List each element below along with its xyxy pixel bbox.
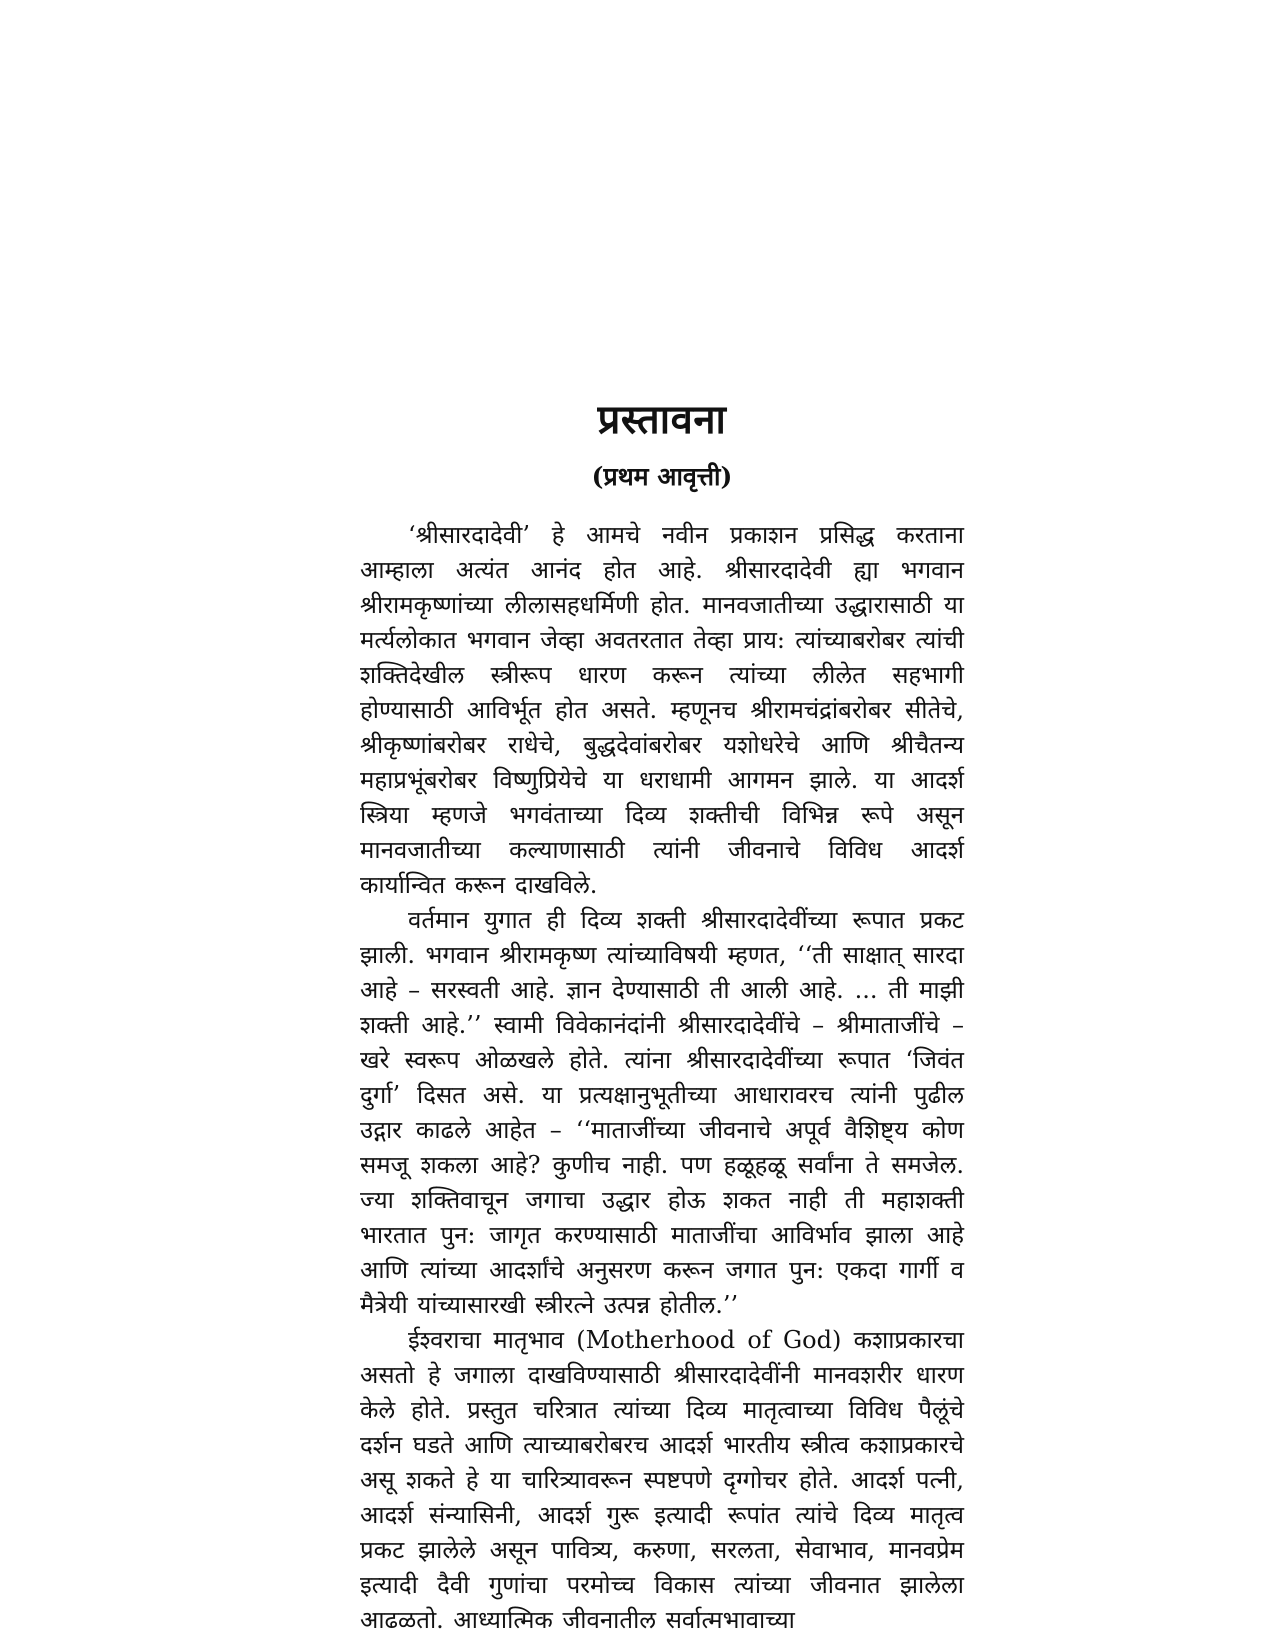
text-column bbox=[360, 396, 964, 1638]
edition-subtitle: (प्रथम आवृत्ती) bbox=[591, 462, 733, 491]
body-paragraph-2: वर्तमान युगात ही दिव्य शक्ती श्रीसारदादेवींच्या रूपात प्रकट झाली. भगवान श्रीरामकृष्ण त्यांच्याविषयी म्हणत, ‘‘ती साक्षात् सारदा आहे – सरस्वती आहे. ज्ञान देण्यासाठी ती आली आहे. ... ती माझी शक्ती आहे.’’ स्वामी विवेकानंदांनी श्रीसारदादेवींचे – श्रीमाताजींचे – खरे स्वरूप ओळखले होते. त्यांना श्रीसारदादेवींच्या रूपात ‘जिवंत दुर्गा’ दिसत असे. या प्रत्यक्षानुभूतीच्या आधारावरच त्यांनी पुढील उद्गार काढले आहेत – ‘‘माताजींच्या जीवनाचे अपूर्व वैशिष्ट्य कोण समजू शकला आहे? कुणीच नाही. पण हळूहळू सर्वांना ते समजेल. ज्या शक्तिवाचून जगाचा उद्धार होऊ शकत नाही ती महाशक्ती भारतात पुन: जागृत करण्यासाठी माताजींचा आविर्भाव झाला आहे आणि त्यांच्या आदर्शांचे अनुसरण करून जगात पुन: एकदा गार्गी व मैत्रेयी यांच्यासारखी स्त्रीरत्ने उत्पन्न होतील.’’ bbox=[360, 906, 964, 1319]
page-title: प्रस्तावना bbox=[597, 396, 727, 443]
body-paragraph-3: ईश्वराचा मातृभाव (Motherhood of God) कशाप्रकारचा असतो हे जगाला दाखविण्यासाठी श्रीसारदादेवींनी मानवशरीर धारण केले होते. प्रस्तुत चरित्रात त्यांच्या दिव्य मातृत्वाच्या विविध पैलूंचे दर्शन घडते आणि त्याच्याबरोबरच आदर्श भारतीय स्त्रीत्व कशाप्रकारचे असू शकते हे या चारित्र्यावरून स्पष्टपणे दृग्गोचर होते. आदर्श पत्नी, आदर्श संन्यासिनी, आदर्श गुरू इत्यादी रूपांत त्यांचे दिव्य मातृत्व प्रकट झालेले असून पावित्र्य, करुणा, सरलता, सेवाभाव, मानवप्रेम इत्यादी दैवी गुणांचा परमोच्च विकास त्यांच्या जीवनात झालेला आढळतो. आध्यात्मिक जीवनातील सर्वात्मभावाच्या bbox=[360, 1326, 964, 1634]
body-paragraph-1: ‘श्रीसारदादेवी’ हे आमचे नवीन प्रकाशन प्रसिद्ध करताना आम्हाला अत्यंत आनंद होत आहे. श्रीसारदादेवी ह्या भगवान श्रीरामकृष्णांच्या लीलासहधर्मिणी होत. मानवजातीच्या उद्धारासाठी या मर्त्यलोकात भगवान जेव्हा अवतरतात तेव्हा प्राय: त्यांच्याबरोबर त्यांची शक्तिदेखील स्त्रीरूप धारण करून त्यांच्या लीलेत सहभागी होण्यासाठी आविर्भूत होत असते. म्हणूनच श्रीरामचंद्रांबरोबर सीतेचे, श्रीकृष्णांबरोबर राधेचे, बुद्धदेवांबरोबर यशोधरेचे आणि श्रीचैतन्य महाप्रभूंबरोबर विष्णुप्रियेचे या धराधामी आगमन झाले. या आदर्श स्त्रिया म्हणजे भगवंताच्या दिव्य शक्तीची विभिन्न रूपे असून मानवजातीच्या कल्याणासाठी त्यांनी जीवनाचे विविध आदर्श कार्यान्वित करून दाखविले. bbox=[360, 521, 964, 899]
